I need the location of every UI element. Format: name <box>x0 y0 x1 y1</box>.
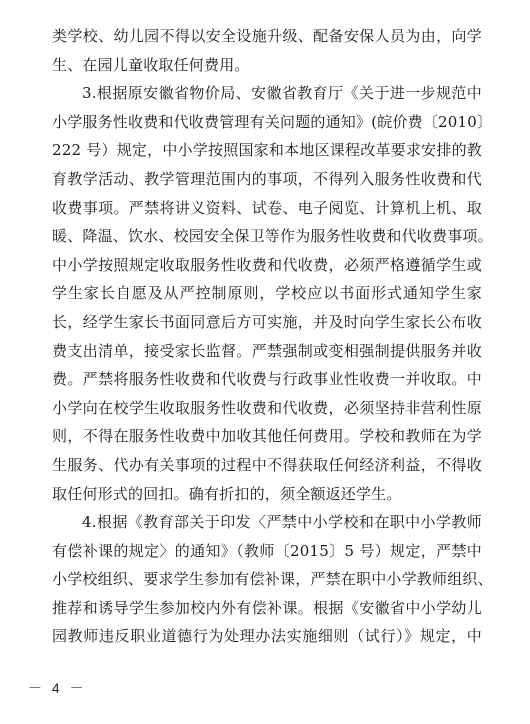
text-line: 暖、降温、饮水、校园安全保卫等作为服务性收费和代收费事项。 <box>52 227 493 246</box>
paragraph-3-start: 3.根据原安徽省物价局、安徽省教育厅《关于进一步规范中 <box>82 84 482 103</box>
text-line: 中小学按照规定收取服务性收费和代收费，必须严格遵循学生或 <box>52 255 482 274</box>
text-line: 222 号）规定，中小学按照国家和本地区课程改革要求安排的教 <box>52 141 482 160</box>
text-line: 收费事项。严禁将讲义资料、试卷、电子阅览、计算机上机、取 <box>52 198 482 217</box>
text-line: 园教师违反职业道德行为处理办法实施细则（试行）》规定，中 <box>52 627 482 646</box>
text-line: 学生家长自愿及从严控制原则，学校应以书面形式通知学生家 <box>52 284 482 303</box>
body-text <box>52 22 493 651</box>
text-line: 生、在园儿童收取任何费用。 <box>52 55 250 74</box>
text-line: 类学校、幼儿园不得以安全设施升级、配备安保人员为由，向学 <box>52 27 482 45</box>
text-line: 推荐和诱导学生参加校内外有偿补课。根据《安徽省中小学幼儿 <box>52 598 482 617</box>
paragraph-4-start: 4.根据《教育部关于印发〈严禁中小学校和在职中小学教师 <box>82 513 482 532</box>
text-line: 小学校组织、要求学生参加有偿补课，严禁在职中小学教师组织、 <box>52 570 493 589</box>
text-line: 有偿补课的规定〉的通知》（教师〔2015〕5 号）规定，严禁中 <box>52 541 482 560</box>
text-line: 育教学活动、教学管理范围内的事项，不得列入服务性收费和代 <box>52 169 482 188</box>
page-number: － 4 － <box>28 680 87 696</box>
text-line: 生服务、代办有关事项的过程中不得获取任何经济利益，不得收 <box>52 455 482 474</box>
text-line: 取任何形式的回扣。确有折扣的，须全额返还学生。 <box>52 484 402 503</box>
text-line: 小学服务性收费和代收费管理有关问题的通知》(皖价费〔2010〕 <box>52 112 493 131</box>
text-line: 费支出清单，接受家长监督。严禁强制或变相强制提供服务并收 <box>52 341 482 360</box>
text-line: 费。严禁将服务性收费和代收费与行政事业性收费一并收取。中 <box>52 370 482 389</box>
text-line: 则，不得在服务性收费中加收其他任何费用。学校和教师在为学 <box>52 427 482 446</box>
text-line: 长，经学生家长书面同意后方可实施，并及时向学生家长公布收 <box>52 312 482 331</box>
text-line: 小学向在校学生收取服务性收费和代收费，必须坚持非营利性原 <box>52 398 482 417</box>
